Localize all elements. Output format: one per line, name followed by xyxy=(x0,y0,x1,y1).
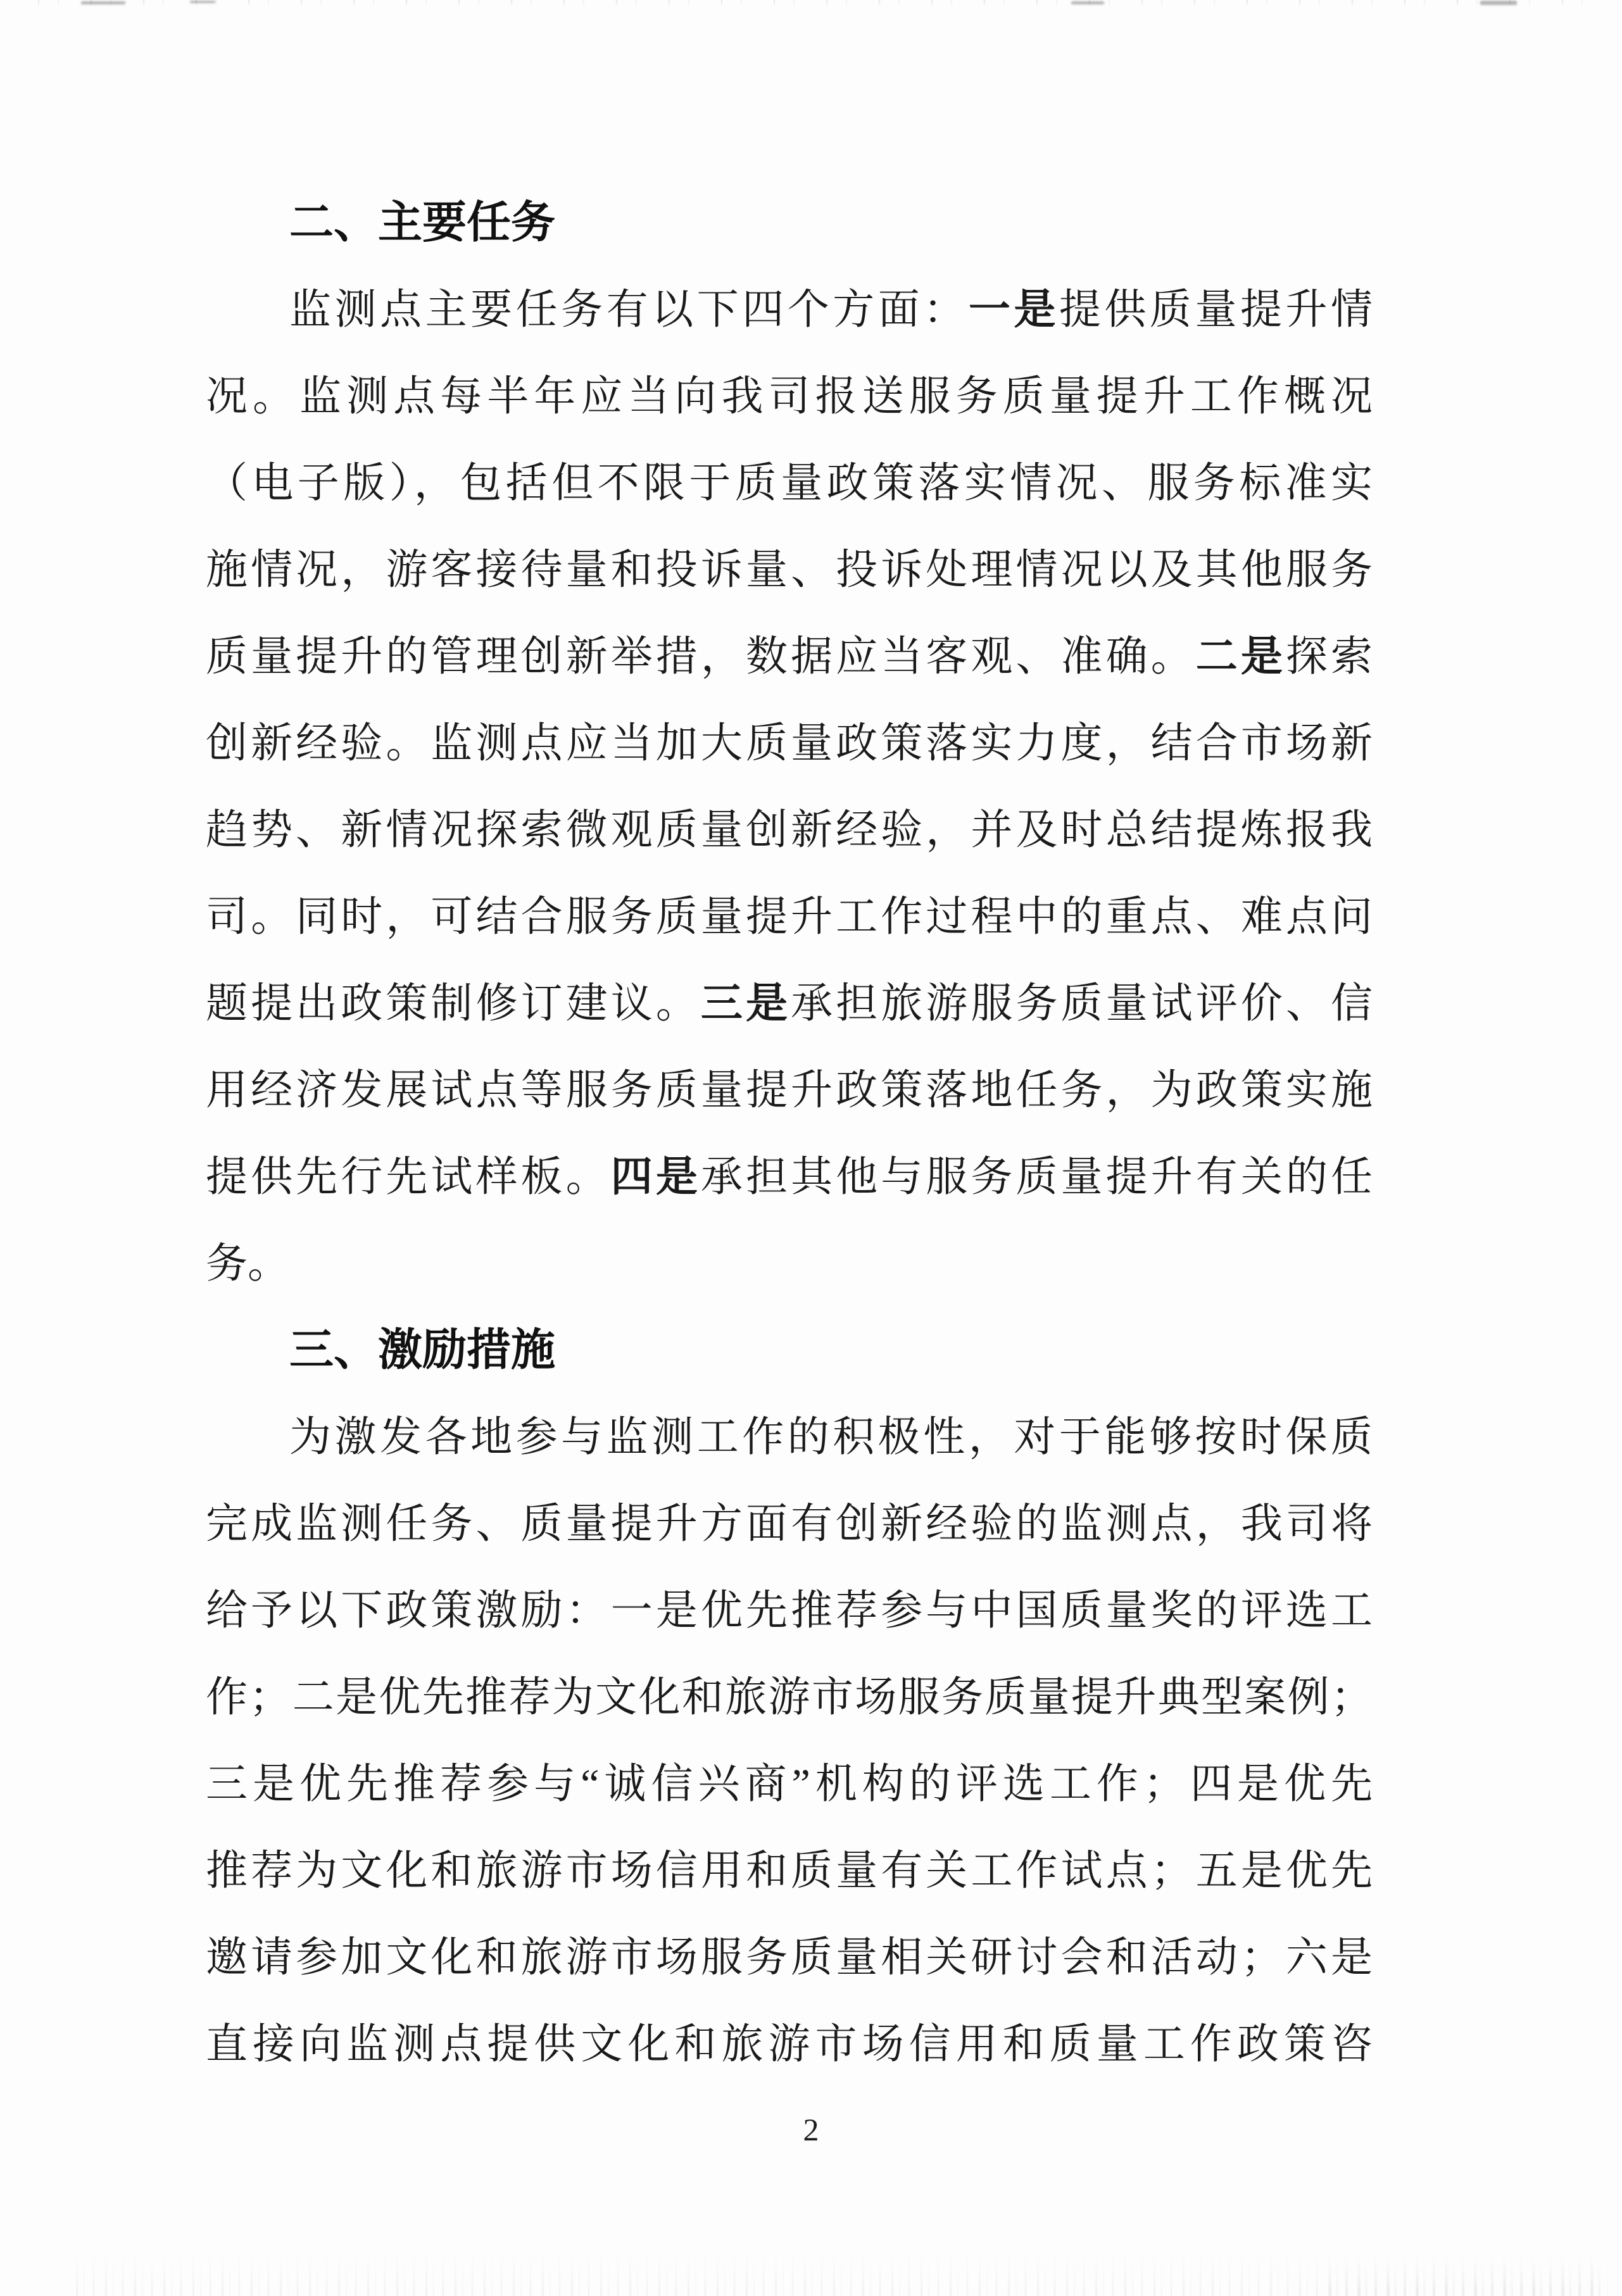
bold-text-run: 二是 xyxy=(1195,634,1286,680)
text-run: 题提出政策制修订建议。 xyxy=(206,981,701,1027)
text-run: 直接向监测点提供文化和旅游市场信用和质量工作政策咨 xyxy=(206,2021,1373,2067)
text-run: 趋势、新情况探索微观质量创新经验，并及时总结提炼报我 xyxy=(206,807,1373,853)
scan-speck xyxy=(81,1,125,4)
text-run: 务。 xyxy=(206,1241,289,1287)
text-line xyxy=(206,440,1373,527)
text-run: 用经济发展试点等服务质量提升政策落地任务，为政策实施 xyxy=(206,1067,1373,1113)
text-line xyxy=(206,700,1373,787)
text-line xyxy=(206,2001,1373,2088)
text-run: 提供质量提升情 xyxy=(1059,287,1373,333)
scan-speck xyxy=(1480,1,1517,5)
text-line xyxy=(206,1741,1373,1828)
scan-artifact-bottom-right xyxy=(1330,2259,1608,2296)
text-line xyxy=(206,1394,1373,1481)
text-run: 承担旅游服务质量试评价、信 xyxy=(791,981,1373,1027)
section-heading: 三、激励措施 xyxy=(289,1326,555,1375)
text-line xyxy=(206,1654,1373,1741)
text-run: 施情况，游客接待量和投诉量、投诉处理情况以及其他服务 xyxy=(206,547,1373,593)
text-line xyxy=(206,1828,1373,1914)
text-line xyxy=(206,1914,1373,2001)
text-run: （电子版），包括但不限于质量政策落实情况、服务标准实 xyxy=(206,460,1373,506)
text-run: 提供先行先试样板。 xyxy=(206,1154,611,1200)
text-run: 推荐为文化和旅游市场信用和质量有关工作试点；五是优先 xyxy=(206,1848,1373,1894)
text-line xyxy=(206,267,1373,353)
text-run: 为激发各地参与监测工作的积极性，对于能够按时保质 xyxy=(289,1414,1373,1460)
scan-speck xyxy=(1071,1,1104,4)
text-run: 给予以下政策激励：一是优先推荐参与中国质量奖的评选工 xyxy=(206,1588,1373,1634)
text-line xyxy=(206,1220,1373,1307)
text-line xyxy=(206,1047,1373,1134)
scan-artifact-top xyxy=(38,0,1583,7)
scan-speck xyxy=(190,1,215,3)
bold-text-run: 四是 xyxy=(610,1154,701,1200)
bold-text-run: 三是 xyxy=(700,981,791,1027)
text-line xyxy=(206,1481,1373,1567)
text-run: 司。同时，可结合服务质量提升工作过程中的重点、难点问 xyxy=(206,894,1373,940)
text-run: 质量提升的管理创新举措，数据应当客观、准确。 xyxy=(206,634,1196,680)
text-run: 完成监测任务、质量提升方面有创新经验的监测点，我司将 xyxy=(206,1501,1373,1547)
text-run: 邀请参加文化和旅游市场服务质量相关研讨会和活动；六是 xyxy=(206,1935,1373,1981)
text-line xyxy=(206,874,1373,960)
text-line xyxy=(206,1567,1373,1654)
page-number: 2 xyxy=(803,2112,819,2147)
text-run: 创新经验。监测点应当加大质量政策落实力度，结合市场新 xyxy=(206,720,1373,767)
text-line xyxy=(206,527,1373,613)
text-run: 三是优先推荐参与“诚信兴商”机构的评选工作；四是优先 xyxy=(206,1761,1373,1807)
document-body xyxy=(206,180,1373,2088)
text-run: 作；二是优先推荐为文化和旅游市场服务质量提升典型案例； xyxy=(206,1674,1373,1721)
text-line xyxy=(206,1134,1373,1220)
text-run: 探索 xyxy=(1285,634,1373,680)
text-line xyxy=(206,613,1373,700)
text-line xyxy=(206,787,1373,874)
text-run: 况。监测点每半年应当向我司报送服务质量提升工作概况 xyxy=(206,373,1373,420)
text-run: 监测点主要任务有以下四个方面： xyxy=(289,287,969,333)
scan-artifact-bottom xyxy=(76,2250,1608,2296)
section-heading: 二、主要任务 xyxy=(289,199,555,248)
bold-text-run: 一是 xyxy=(968,287,1059,333)
text-run: 承担其他与服务质量提升有关的任 xyxy=(700,1154,1373,1200)
text-line xyxy=(206,960,1373,1047)
text-line xyxy=(206,353,1373,440)
